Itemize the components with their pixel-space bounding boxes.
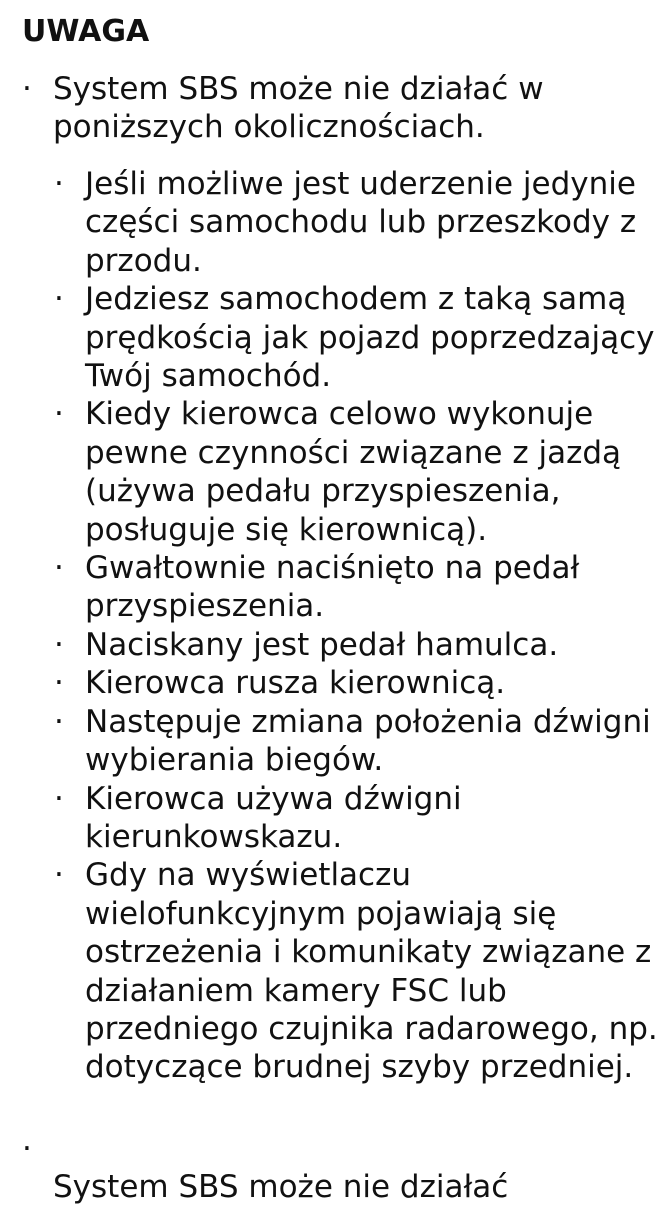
sub-bullet-item bbox=[54, 703, 659, 780]
sub-bullet-dot: · bbox=[54, 626, 64, 663]
sub-bullet-item bbox=[54, 549, 659, 626]
bullet-text: System SBS może nie działać w poniższych okolicznościach. bbox=[53, 71, 544, 145]
sub-bullet-dot: · bbox=[54, 665, 64, 702]
sub-bullet-dot: · bbox=[54, 396, 64, 433]
sub-bullet-text: Gdy na wyświetlaczu wielofunkcyjnym pojawiają się ostrzeżenia i komunikaty związane z działaniem kamery FSC lub przedniego czujnika radarowego, np. dotyczące brudnej szyby przedniej. bbox=[85, 857, 658, 1086]
sub-bullet-list bbox=[54, 165, 659, 1087]
sub-bullet-text: Jedziesz samochodem z taką samą prędkością jak pojazd poprzedzający Twój samochód. bbox=[85, 281, 655, 395]
bullet-item-cutoff bbox=[22, 1130, 642, 1206]
sub-bullet-text: Kierowca rusza kierownicą. bbox=[85, 665, 506, 702]
sub-bullet-dot: · bbox=[54, 281, 64, 318]
sub-bullet-item bbox=[54, 395, 659, 549]
sub-bullet-text: Kierowca używa dźwigni kierunkowskazu. bbox=[85, 780, 462, 855]
bullet-dot: · bbox=[22, 71, 32, 107]
bullet-item bbox=[22, 70, 642, 146]
bullet-dot: · bbox=[22, 1131, 32, 1167]
sub-bullet-text: Naciskany jest pedał hamulca. bbox=[85, 626, 559, 663]
sub-bullet-dot: · bbox=[54, 780, 64, 817]
sub-bullet-text: Kiedy kierowca celowo wykonuje pewne czynności związane z jazdą (używa pedału przyspieszenia, posługuje się kierownicą). bbox=[85, 396, 622, 548]
sub-bullet-dot: · bbox=[54, 857, 64, 894]
sub-bullet-text: Następuje zmiana położenia dźwigni wybierania biegów. bbox=[85, 703, 651, 779]
sub-bullet-item bbox=[54, 780, 659, 857]
sub-bullet-item bbox=[54, 856, 659, 1086]
bullet-text: System SBS może nie działać bbox=[53, 1169, 509, 1205]
sub-bullet-text: Jeśli możliwe jest uderzenie jedynie części samochodu lub przeszkody z przodu. bbox=[85, 166, 637, 279]
sub-bullet-item bbox=[54, 165, 659, 280]
sub-bullet-dot: · bbox=[54, 166, 64, 202]
sub-bullet-item bbox=[54, 280, 659, 395]
sub-bullet-text: Gwałtownie naciśnięto na pedał przyspieszenia. bbox=[85, 550, 580, 625]
sub-bullet-item bbox=[54, 626, 659, 664]
sub-bullet-item bbox=[54, 664, 659, 702]
warning-heading: UWAGA bbox=[22, 14, 150, 49]
sub-bullet-dot: · bbox=[54, 550, 64, 587]
sub-bullet-dot: · bbox=[54, 703, 64, 740]
